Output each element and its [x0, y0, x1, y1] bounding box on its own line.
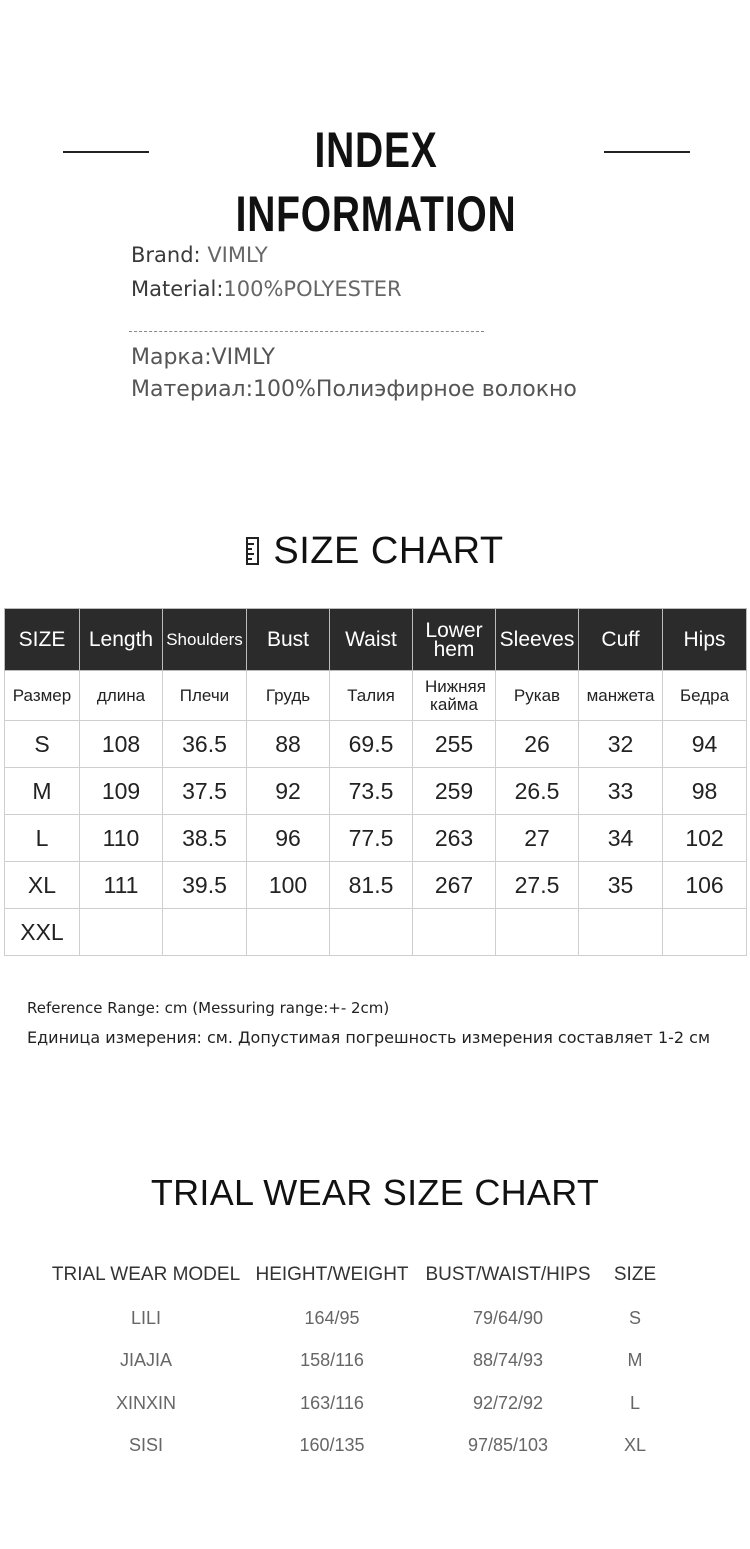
size-cell: L	[5, 815, 80, 862]
table-cell: 163/116	[300, 1392, 364, 1413]
table-cell: L	[629, 1392, 641, 1413]
brand-label: Brand:	[131, 243, 208, 267]
table-cell	[496, 909, 579, 956]
header-cell: HEIGHT/WEIGHT	[255, 1264, 409, 1285]
table-cell: 36.5	[163, 721, 247, 768]
material-row-ru	[131, 374, 577, 406]
table-row	[50, 1428, 730, 1471]
model-name: SISI	[128, 1435, 164, 1455]
table-row	[50, 1386, 730, 1429]
table-cell: 77.5	[330, 815, 413, 862]
table-cell: 108	[80, 721, 163, 768]
reference-range-note-ru: Единица измерения: см. Допустимая погрешность измерения составляет 1-2 см	[27, 1028, 711, 1047]
table-cell	[413, 909, 496, 956]
table-cell	[663, 909, 747, 956]
header-cell: Hips	[663, 609, 747, 671]
product-info-ru	[131, 342, 577, 406]
table-cell: S	[628, 1307, 642, 1328]
table-row	[50, 1301, 730, 1344]
trial-wear-title: TRIAL WEAR SIZE CHART	[150, 1172, 600, 1213]
table-cell: 100	[247, 862, 330, 909]
ru-header-cell: длина	[80, 671, 163, 721]
size-chart-title: SIZE CHART	[273, 529, 504, 572]
table-cell: 259	[413, 768, 496, 815]
table-cell: 255	[413, 721, 496, 768]
ruler-icon	[246, 537, 259, 565]
table-row	[5, 815, 747, 862]
table-cell: 37.5	[163, 768, 247, 815]
table-cell: 106	[663, 862, 747, 909]
header-cell: Length	[80, 609, 163, 671]
brand-row-ru	[131, 342, 577, 374]
index-information-title: INDEX INFORMATION	[235, 122, 517, 242]
table-cell	[80, 909, 163, 956]
header-cell: Sleeves	[496, 609, 579, 671]
size-chart-table	[4, 608, 747, 956]
table-cell	[163, 909, 247, 956]
table-cell: 111	[80, 862, 163, 909]
table-cell	[579, 909, 663, 956]
model-name: JIAJIA	[119, 1350, 173, 1370]
table-cell: 69.5	[330, 721, 413, 768]
ru-header-cell: манжета	[579, 671, 663, 721]
size-cell: S	[5, 721, 80, 768]
table-cell: 160/135	[299, 1435, 365, 1455]
table-cell: 32	[579, 721, 663, 768]
table-row	[5, 909, 747, 956]
ru-header-cell: Бедра	[663, 671, 747, 721]
table-cell: 110	[80, 815, 163, 862]
table-cell: 81.5	[330, 862, 413, 909]
table-cell: 73.5	[330, 768, 413, 815]
size-cell: M	[5, 768, 80, 815]
table-cell: XL	[623, 1435, 647, 1455]
table-cell: 88/74/93	[472, 1350, 544, 1370]
table-cell: 27	[496, 815, 579, 862]
table-cell: 97/85/103	[467, 1435, 549, 1455]
header-cell: TRIAL WEAR MODEL	[51, 1264, 241, 1285]
ru-header-cell: Размер	[5, 671, 80, 721]
size-cell: XL	[5, 862, 80, 909]
model-name: LILI	[130, 1307, 162, 1328]
material-label-ru: Материал:	[131, 377, 254, 402]
size-cell: XXL	[5, 909, 80, 956]
brand-value-ru: VIMLY	[211, 345, 275, 370]
table-cell: 26	[496, 721, 579, 768]
ru-header-cell: Грудь	[247, 671, 330, 721]
header-cell: BUST/WAIST/HIPS	[425, 1264, 591, 1285]
material-value: 100%POLYESTER	[223, 277, 402, 301]
ru-header-cell: Рукав	[496, 671, 579, 721]
table-cell: 38.5	[163, 815, 247, 862]
ru-header-cell: Талия	[330, 671, 413, 721]
table-cell: 109	[80, 768, 163, 815]
table-cell: 92	[247, 768, 330, 815]
header-rule-left	[63, 151, 149, 153]
trial-wear-header-row	[50, 1258, 730, 1301]
size-table-ru-header-row	[5, 671, 747, 721]
table-cell: 26.5	[496, 768, 579, 815]
header-cell: Waist	[330, 609, 413, 671]
material-value-ru: 100%Полиэфирное волокно	[253, 377, 577, 402]
table-cell: 34	[579, 815, 663, 862]
product-info-en	[131, 238, 402, 306]
table-row	[5, 768, 747, 815]
table-cell: 102	[663, 815, 747, 862]
table-cell: 263	[413, 815, 496, 862]
brand-row	[131, 238, 402, 272]
header-cell: SIZE	[613, 1264, 657, 1285]
ru-header-cell: Плечи	[163, 671, 247, 721]
size-table-header-row	[5, 609, 747, 671]
dashed-divider	[129, 331, 484, 332]
table-cell: 33	[579, 768, 663, 815]
table-cell: 158/116	[300, 1350, 364, 1370]
header-cell: SIZE	[5, 609, 80, 671]
table-cell	[247, 909, 330, 956]
table-cell: 164/95	[304, 1307, 360, 1328]
table-cell: 27.5	[496, 862, 579, 909]
ru-header-cell: Нижняя кайма	[413, 671, 496, 721]
table-cell: 79/64/90	[472, 1307, 544, 1328]
model-name: XINXIN	[115, 1392, 177, 1413]
table-cell: 94	[663, 721, 747, 768]
header-cell: Lower hem	[413, 609, 496, 671]
header-cell: Shoulders	[163, 609, 247, 671]
header-cell: Bust	[247, 609, 330, 671]
table-cell: 267	[413, 862, 496, 909]
table-cell: 39.5	[163, 862, 247, 909]
material-label: Material:	[131, 277, 224, 301]
material-row	[131, 272, 402, 306]
table-cell: 96	[247, 815, 330, 862]
table-row	[5, 862, 747, 909]
header-rule-right	[604, 151, 690, 153]
table-row	[5, 721, 747, 768]
reference-range-note: Reference Range: cm (Messuring range:+- 2cm)	[27, 999, 390, 1017]
table-row	[50, 1343, 730, 1386]
size-chart-heading	[0, 528, 750, 574]
table-cell: 35	[579, 862, 663, 909]
trial-wear-table	[50, 1258, 730, 1471]
table-cell: 98	[663, 768, 747, 815]
header-cell: Cuff	[579, 609, 663, 671]
brand-label-ru: Марка:	[131, 345, 212, 370]
index-information-header	[0, 118, 750, 242]
table-cell: 92/72/92	[472, 1392, 544, 1413]
table-cell: 88	[247, 721, 330, 768]
table-cell	[330, 909, 413, 956]
table-cell: M	[627, 1350, 643, 1370]
brand-value: VIMLY	[207, 243, 268, 267]
